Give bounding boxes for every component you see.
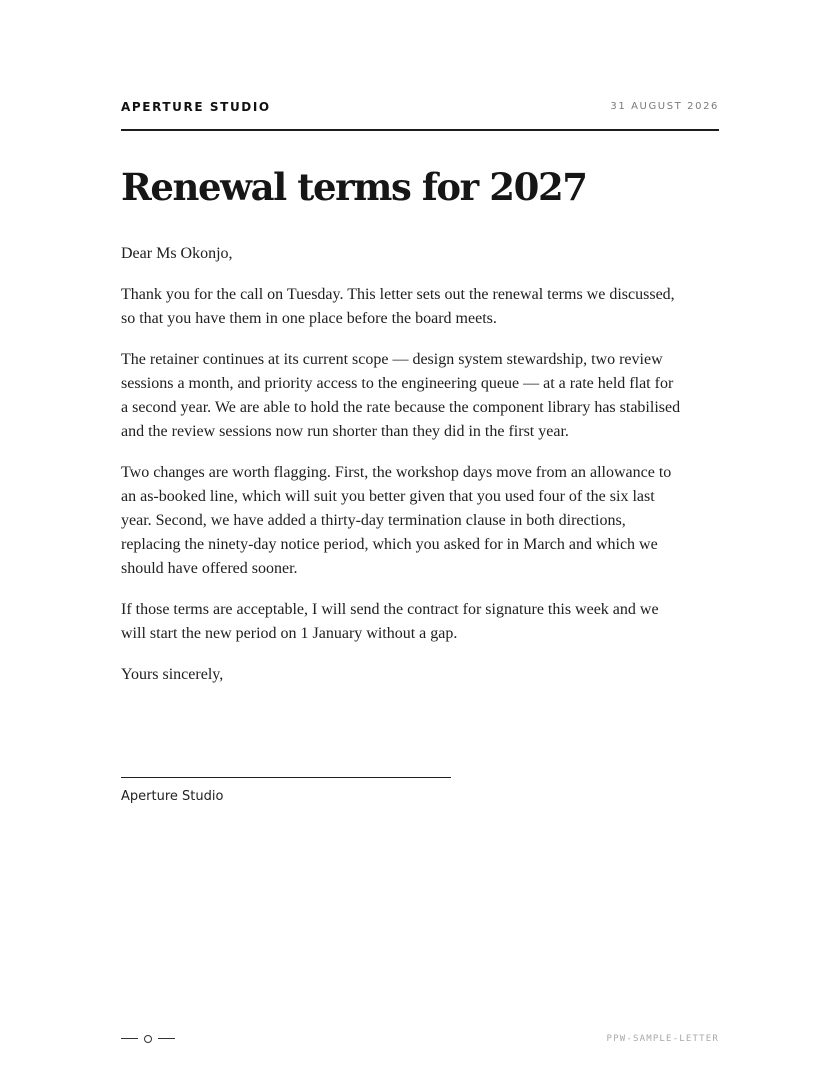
page-ornament-icon bbox=[121, 1033, 177, 1045]
brand-name: APERTURE STUDIO bbox=[121, 100, 271, 114]
document-code: PPW-SAMPLE-LETTER bbox=[606, 1034, 719, 1044]
letter-date: 31 AUGUST 2026 bbox=[610, 101, 719, 112]
body-paragraph: Two changes are worth flagging. First, the workshop days move from an allowance to an as-booked line, which will suit you better given that you used four of the six last year. Second, we have added a thirty-day termination clause in both directions, replacing the ninety-day notice period, which you asked for in March and which we should have offered sooner. bbox=[121, 464, 672, 577]
body-paragraph: The retainer continues at its current scope — design system stewardship, two review sessions a month, and priority access to the engineering queue — at a rate held flat for a second year. We are able to hold the rate because the component library has stabilised and the review sessions now run shorter than they did in the first year. bbox=[121, 351, 681, 440]
letter-body bbox=[121, 242, 681, 704]
body-paragraph: Thank you for the call on Tuesday. This letter sets out the renewal terms we discussed, so that you have them in one place before the board meets. bbox=[121, 286, 675, 327]
ornament-dash-left bbox=[121, 1038, 138, 1039]
signature-line bbox=[121, 777, 451, 778]
body-paragraph: If those terms are acceptable, I will send the contract for signature this week and we will start the new period on 1 January without a gap. bbox=[121, 601, 659, 642]
signature-name: Aperture Studio bbox=[121, 789, 224, 804]
ornament-ring bbox=[144, 1035, 152, 1043]
letterhead bbox=[121, 99, 719, 131]
salutation: Dear Ms Okonjo, bbox=[121, 245, 233, 262]
letter-page bbox=[121, 0, 719, 1087]
closing: Yours sincerely, bbox=[121, 666, 224, 683]
letter-title: Renewal terms for 2027 bbox=[121, 165, 587, 209]
ornament-dash-right bbox=[158, 1038, 175, 1039]
